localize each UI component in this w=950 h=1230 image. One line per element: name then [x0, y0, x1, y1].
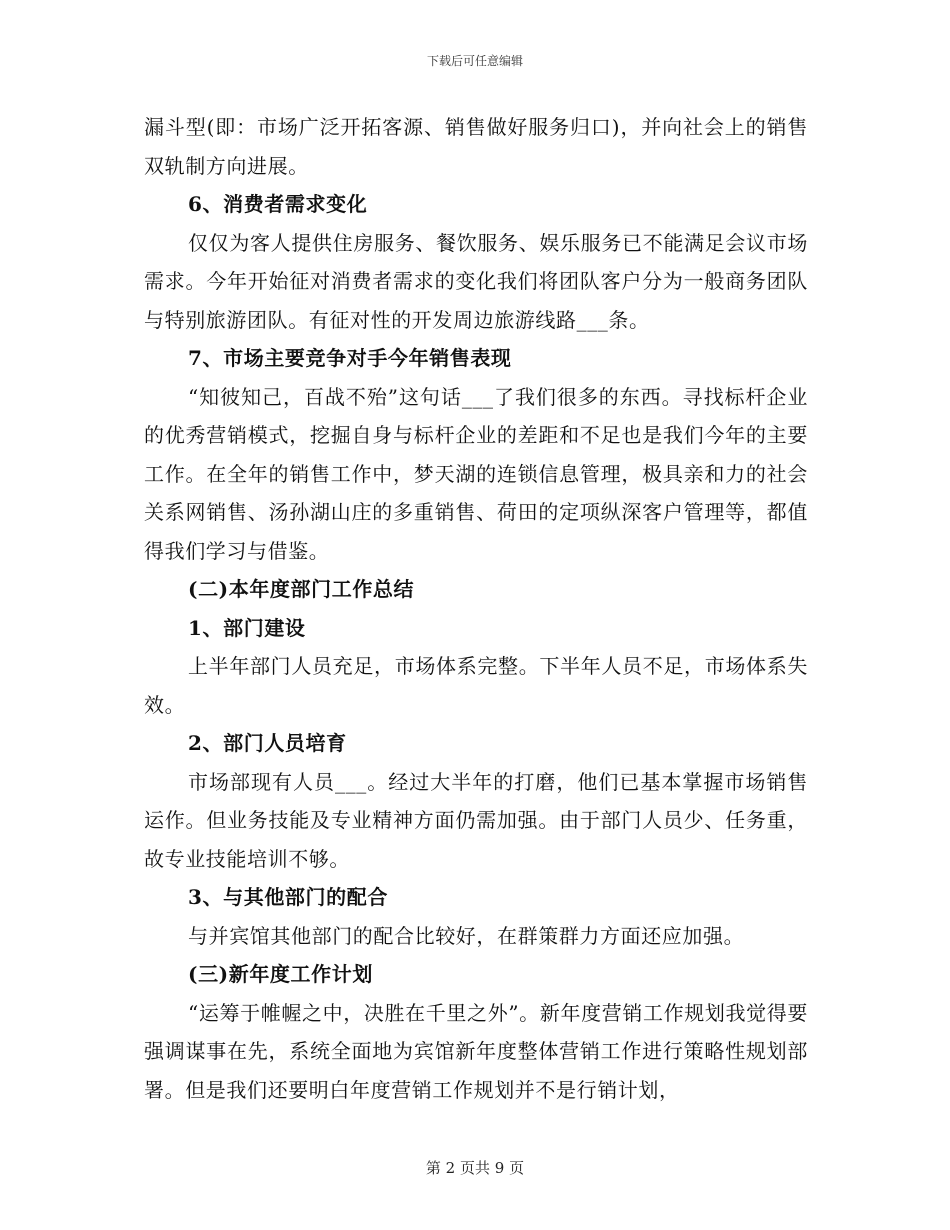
section-heading: 7、市场主要竞争对手今年销售表现	[188, 346, 512, 370]
paragraph: “知彼知己，百战不殆”这句话___了我们很多的东西。寻找标杆企业的优秀营销模式，挖掘自身与标杆企业的差距和不足也是我们今年的主要工作。在全年的销售工作中，梦天湖的连锁信息管理，极具亲和力的社会关系网销售、汤孙湖山庄的多重销售、荷田的定项纵深客户管理等，都值得我们学习与借鉴。	[144, 384, 808, 563]
section-heading: (二)本年度部门工作总结	[188, 577, 415, 601]
paragraph: 漏斗型(即：市场广泛开拓客源、销售做好服务归口)，并向社会上的销售双轨制方向进展。	[144, 115, 808, 178]
paragraph: 与并宾馆其他部门的配合比较好，在群策群力方面还应加强。	[188, 923, 745, 948]
paragraph: 上半年部门人员充足，市场体系完整。下半年人员不足，市场体系失效。	[144, 654, 808, 717]
paragraph: 市场部现有人员___。经过大半年的打磨，他们已基本掌握市场销售运作。但业务技能及专业精神方面仍需加强。由于部门人员少、任务重，故专业技能培训不够。	[144, 769, 808, 871]
section-heading: 3、与其他部门的配合	[188, 885, 388, 909]
section-heading: 2、部门人员培育	[188, 731, 347, 755]
paragraph: “运筹于帷幄之中，决胜在千里之外”。新年度营销工作规划我觉得要强调谋事在先，系统全面地为宾馆新年度整体营销工作进行策略性规划部署。但是我们还要明白年度营销工作规划并不是行销计划，	[144, 1000, 808, 1102]
section-heading: (三)新年度工作计划	[188, 962, 373, 986]
section-heading: 1、部门建设	[188, 615, 306, 640]
page-header: 下载后可任意编辑	[426, 54, 523, 68]
section-heading: 6、消费者需求变化	[188, 192, 368, 216]
paragraph: 仅仅为客人提供住房服务、餐饮服务、娱乐服务已不能满足会议市场需求。今年开始征对消费者需求的变化我们将团队客户分为一般商务团队与特别旅游团队。有征对性的开发周边旅游线路___条。	[144, 230, 808, 332]
page-footer: 第 2 页共 9 页	[425, 1159, 525, 1177]
document-body	[144, 108, 808, 1109]
